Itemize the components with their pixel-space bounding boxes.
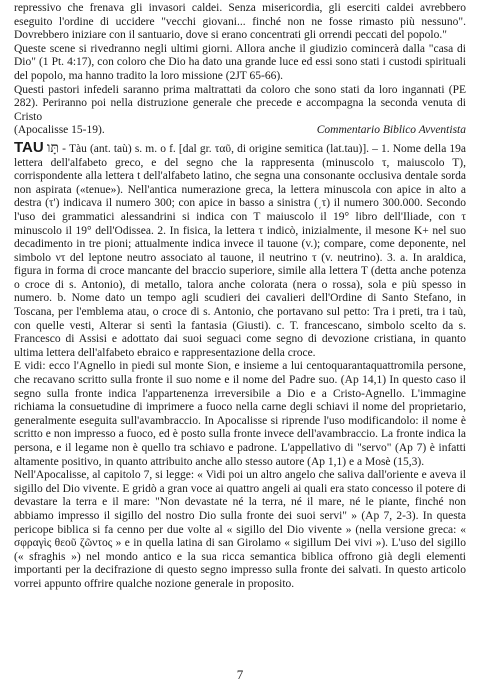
entry-hebrew: תָּו [46, 139, 59, 156]
paragraph-apocalisse: Nell'Apocalisse, al capitolo 7, si legge: « Vidi poi un altro angelo che saliva dall'oriente e aveva il sigillo del Dio vivente. E gridò a gran voce ai quattro angeli ai quali era stato concesso il potere di devastare la terra e il mare: "Non devastate né la terra, né il mare, né le piante, finché non abbiamo impresso il sigillo del nostro Dio sulla fronte dei suoi servi" » (Ap 7, 2-3). In questa pericope biblica si fa cenno per due volte al « sigillo del Dio vivente » (nella versione greca: « σφραγὶς θεοῦ ζῶντος » e in quella latina di san Girolamo « sigillum Dei vivi »). L'uso del sigillo (« sfraghis ») nel mondo antico e la sua ricca semantica biblica offrono già degli elementi importanti per la decifrazione di questo segno impresso sulla fronte dei salvati. In questo articolo vorrei appunto offrire qualche nozione generale in proposito. [14, 469, 466, 590]
entry-text: - Tàu (ant. taù) s. m. o f. [dal gr. ταῦ, di origine semitica (lat.tau)]. – 1. Nome della 19a lettera dell'alfabeto greco, e del segno che la rappresenta (minuscolo τ, maiuscolo T), corrispondente alla lettera t dell'alfabeto latino, che segna una consonante occlusiva dentale sorda non aspirata («tenue»). Nell'antica numerazione greca, la lettera minuscola con apice in alto a destra (τ') indicava il numero 300; con apice in basso a sinistra (͵τ) il numero 300.000. Secondo l'uso dei grammatici alessandrini si indica con T maiuscolo il 19° libro dell'Iliade, con τ minuscolo il 19° dell'Odissea. 2. In fisica, la lettera τ indicò, inizialmente, il mesone K+ nel suo decadimento in tre pioni; attualmente indica invece il tauone (v.); compare, come deponente, nel simbolo ντ del leptone neutro associato al tauone, il neutrino τ (v. neutrino). 3. a. In araldica, figura in forma di croce mancante del braccio superiore, simile alla lettera T (detta anche potenza o croce di s. Antonio), di metallo, talora anche colorata (nera o rossa), sola e più spesso in numero. b. Nome dato un tempo agli scudieri dei cavalieri dell'Ordine di Santo Stefano, in Toscana, per l'emblema atau, o croce di s. Antonio, che portavano sul petto: Tra i preti, tra i taù, con quelle vesti, Alterar si sentì la fantasia (Giusti). c. T. francescano, simbolo scelto da s. Francesco di Assisi e adottato dai suoi seguaci come segno di devozione cristiana, in quanto ultima lettera dell'alfabeto ebraico e rappresentazione della croce. [14, 142, 467, 359]
intro-paragraph-3 [14, 84, 466, 125]
intro-paragraph-1: repressivo che frenava gli invasori caldei. Senza misericordia, gli eserciti caldei avrebbero eseguito l'ordine di uccidere "vecchi giovani... finché non ne fosse rimasto più nessuno". Dovrebbero iniziare con il santuario, dove si erano concentrati gli orrendi peccati del popolo." [14, 2, 466, 42]
paragraph-vidi: E vidi: ecco l'Agnello in piedi sul monte Sion, e insieme a lui centoquarantaquattromila persone, che recavano scritto sulla fronte il suo nome e il nome del Padre suo. (Ap 14,1) In questo caso il segno sulla fronte indica l'appartenenza irreversibile a Dio e a Cristo-Agnello. L'immagine richiama la consuetudine di imprimere a fuoco nella carne degli schiavi il nome del proprietario, generalmente eseguita sull'avambraccio. In Apocalisse si riprende l'uso modificandolo: il nome è scritto e non impresso a fuoco, ed è posto sulla fronte invece dell'avambraccio. La fronte indica la persona, e il legame non è quello tra schiavo e padrone. L'appellativo di "servo" (Ap 7) è infatti altamente positivo, in quanto attribuito anche allo stesso autore (Ap 1,1) e a Mosè (15,3). [14, 360, 466, 468]
citation-reference: (Apocalisse 15-19). [14, 124, 105, 137]
intro-paragraph-3-text: Questi pastori infedeli saranno prima maltrattati da coloro che sono stati da loro ingannati (PE 282). Periranno poi nella distruzione generale che precede e accompagna la seconda venuta di Cristo [14, 83, 466, 123]
citation-line [14, 124, 466, 138]
dictionary-entry [14, 138, 467, 361]
entry-headword: TAU [14, 138, 44, 156]
body-text [14, 2, 466, 592]
page-number: 7 [236, 667, 244, 682]
intro-paragraph-2: Queste scene si rivedranno negli ultimi giorni. Allora anche il giudizio comincerà dalla "casa di Dio" (1 Pt. 4:17), con coloro che Dio ha dato una grande luce ed essi sono stati i custodi spirituali del popolo, ma hanno tradito la loro missione (2JT 65-66). [14, 42, 466, 82]
citation-source: Commentario Biblico Avventista [316, 124, 466, 137]
